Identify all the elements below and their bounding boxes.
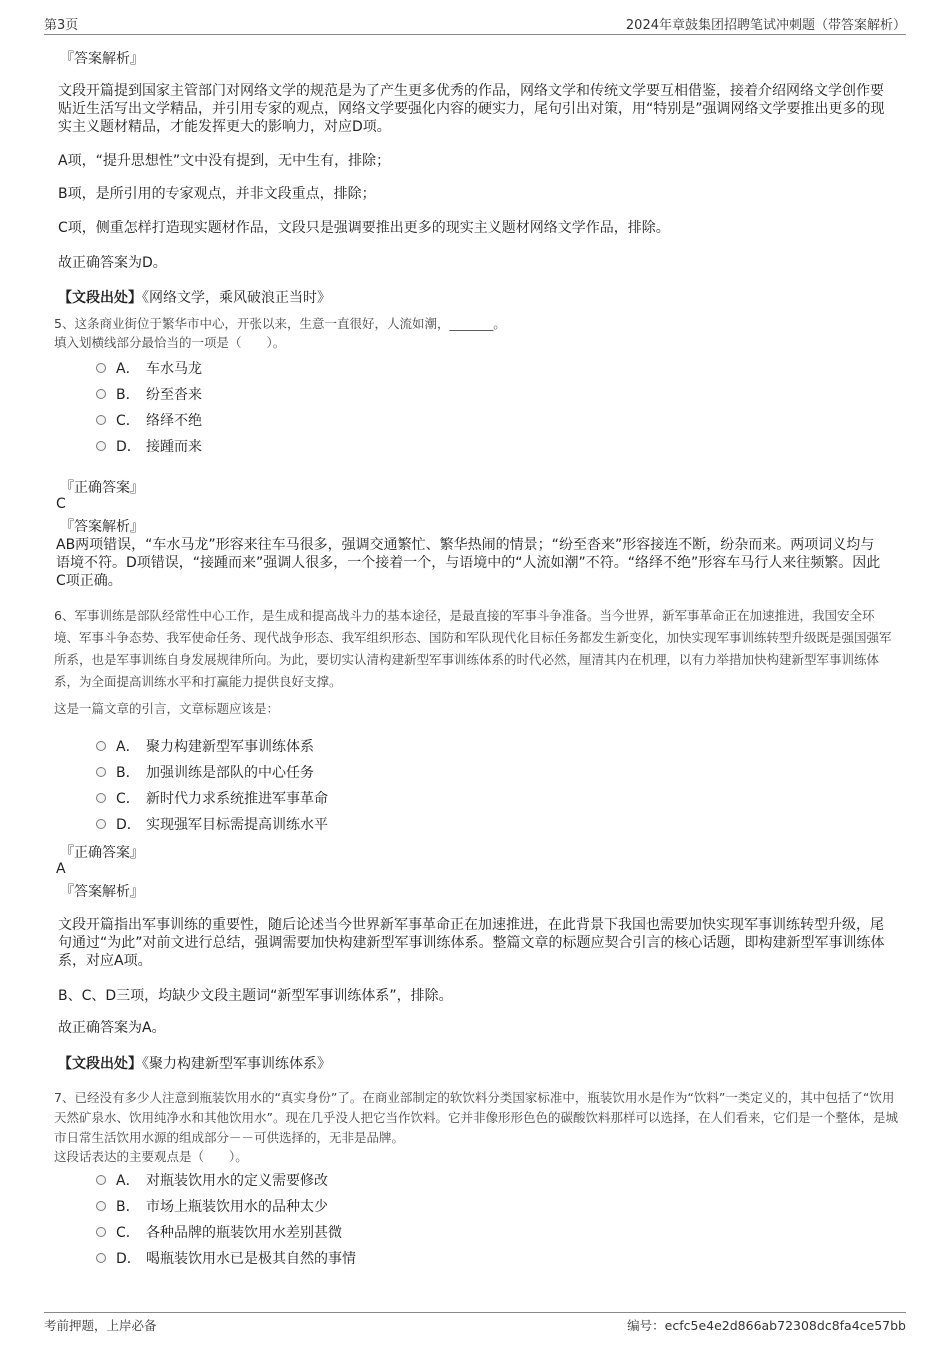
question-6-answer: A <box>56 861 66 877</box>
page-footer <box>44 1312 906 1337</box>
document-title: 2024年章鼓集团招聘笔试冲刺题（带答案解析） <box>625 18 906 33</box>
question-6-analysis-bcd: B、C、D三项，均缺少文段主题词“新型军事训练体系”，排除。 <box>58 988 453 1004</box>
radio-icon[interactable] <box>96 415 106 425</box>
question-5-prompt: 填入划横线部分最恰当的一项是（ ）。 <box>54 335 286 350</box>
question-6-analysis: 文段开篇指出军事训练的重要性，随后论述当今世界新军事革命正在加速推进，在此背景下我国也需要加快实现军事训练转型升级，尾句通过“为此”对前文进行总结，强调需要加快构建新型军事训练体系。整篇文章的标题应契合引言的核心话题，即构建新型军事训练体系，对应A项。 <box>58 917 885 969</box>
radio-icon[interactable] <box>96 793 106 803</box>
question-5-option-c[interactable]: C． 络绎不绝 <box>96 410 202 430</box>
radio-icon[interactable] <box>96 1253 106 1263</box>
source-label: 【文段出处】 <box>58 290 142 306</box>
question-6-option-a[interactable]: A． 聚力构建新型军事训练体系 <box>96 736 314 756</box>
document-code: 编号：ecfc5e4e2d866ab72308dc8fa4ce57bb <box>627 1318 906 1333</box>
question-5-analysis: AB两项错误，“车水马龙”形容来往车马很多，强调交通繁忙、繁华热闹的情景；“纷至沓来”形容接连不断，纷杂而来。两项词义均与语境不符。D项错误，“接踵而来”强调人很多，一个接着一个，与语境中的“人流如潮”不符。“络绎不绝”形容车马行人来往频繁。因此C项正确。 <box>56 537 881 589</box>
radio-icon[interactable] <box>96 441 106 451</box>
source-title: 《聚力构建新型军事训练体系》 <box>142 1056 331 1072</box>
analysis-conclusion: 故正确答案为D。 <box>58 255 167 271</box>
source-citation <box>58 287 331 307</box>
analysis-option-b: B项，是所引用的专家观点，并非文段重点，排除； <box>58 186 376 202</box>
question-5-answer-label: 『正确答案』 <box>60 480 144 496</box>
source-title: 《网络文学，乘风破浪正当时》 <box>142 290 331 306</box>
question-5-option-d[interactable]: D． 接踵而来 <box>96 436 202 456</box>
question-7-option-d[interactable]: D． 喝瓶装饮用水已是极其自然的事情 <box>96 1248 356 1268</box>
question-7-prompt: 这段话表达的主要观点是（ ）。 <box>54 1149 248 1164</box>
analysis-label: 『答案解析』 <box>60 51 144 67</box>
radio-icon[interactable] <box>96 819 106 829</box>
question-6-stem: 6、军事训练是部队经常性中心工作，是生成和提高战斗力的基本途径，是最直接的军事斗争准备。当今世界，新军事革命正在加速推进，我国安全环境、军事斗争态势、我军使命任务、现代战争形态、我军组织形态、国防和军队现代化目标任务都发生新变化，加快实现军事训练转型升级既是强国强军所系，也是军事训练自身发展规律所向。为此，要切实认清构建新型军事训练体系的时代必然，厘清其内在机理，以有力举措加快构建新型军事训练体系，为全面提高训练水平和打赢能力提供良好支撑。 <box>54 608 892 689</box>
question-5-answer: C <box>56 496 66 512</box>
radio-icon[interactable] <box>96 1201 106 1211</box>
radio-icon[interactable] <box>96 767 106 777</box>
question-7-option-c[interactable]: C． 各种品牌的瓶装饮用水差别甚微 <box>96 1222 342 1242</box>
question-5-analysis-label: 『答案解析』 <box>60 519 144 535</box>
question-6-analysis-label: 『答案解析』 <box>60 884 144 900</box>
footer-slogan: 考前押题，上岸必备 <box>44 1318 157 1333</box>
page-header <box>44 12 906 35</box>
radio-icon[interactable] <box>96 741 106 751</box>
question-5-option-a[interactable]: A． 车水马龙 <box>96 358 202 378</box>
question-7-stem: 7、已经没有多少人注意到瓶装饮用水的“真实身份”了。在商业部制定的软饮料分类国家标准中，瓶装饮用水是作为“饮料”一类定义的，其中包括了“饮用天然矿泉水、饮用纯净水和其他饮用水”。现在几乎没人把它当作饮料。它并非像形形色色的碳酸饮料那样可以选择，在人们看来，它们是一个整体，是城市日常生活饮用水源的组成部分－－可供选择的，无非是品牌。 <box>54 1090 898 1145</box>
source-label: 【文段出处】 <box>58 1056 142 1072</box>
radio-icon[interactable] <box>96 389 106 399</box>
question-5-option-b[interactable]: B． 纷至沓来 <box>96 384 202 404</box>
question-7-option-b[interactable]: B． 市场上瓶装饮用水的品种太少 <box>96 1196 328 1216</box>
question-6-conclusion: 故正确答案为A。 <box>58 1020 166 1036</box>
question-6-source <box>58 1053 331 1073</box>
radio-icon[interactable] <box>96 1227 106 1237</box>
radio-icon[interactable] <box>96 363 106 373</box>
question-7-option-a[interactable]: A． 对瓶装饮用水的定义需要修改 <box>96 1170 328 1190</box>
radio-icon[interactable] <box>96 1175 106 1185</box>
question-6-prompt: 这是一篇文章的引言，文章标题应该是： <box>54 701 280 716</box>
analysis-paragraph: 文段开篇提到国家主管部门对网络文学的规范是为了产生更多优秀的作品，网络文学和传统文学要互相借鉴，接着介绍网络文学创作要贴近生活写出文学精品，并引用专家的观点，网络文学要强化内容的硬实力，尾句引出对策，用“特别是”强调网络文学要推出更多的现实主义题材精品，才能发挥更大的影响力，对应D项。 <box>58 83 885 135</box>
question-6-option-b[interactable]: B． 加强训练是部队的中心任务 <box>96 762 314 782</box>
question-6-option-d[interactable]: D． 实现强军目标需提高训练水平 <box>96 814 328 834</box>
question-5-stem: 5、这条商业街位于繁华市中心，开张以来，生意一直很好，人流如潮，_______。 <box>54 316 506 331</box>
question-6-option-c[interactable]: C． 新时代力求系统推进军事革命 <box>96 788 328 808</box>
page-number: 第3页 <box>44 18 79 33</box>
analysis-option-c: C项，侧重怎样打造现实题材作品，文段只是强调要推出更多的现实主义题材网络文学作品，排除。 <box>58 220 670 236</box>
analysis-option-a: A项，“提升思想性”文中没有提到，无中生有，排除； <box>58 153 391 169</box>
question-6-answer-label: 『正确答案』 <box>60 845 144 861</box>
